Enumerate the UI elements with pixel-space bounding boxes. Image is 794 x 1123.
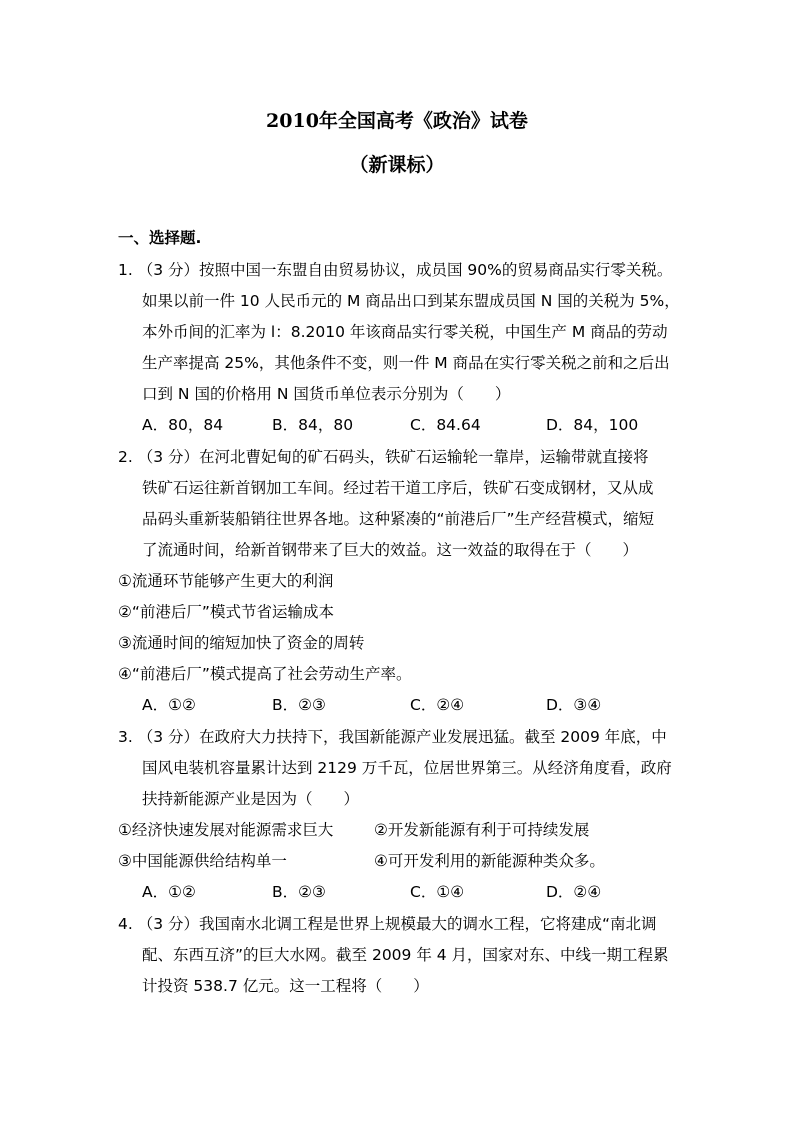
question-2-statement-2: ②“前港后厂”模式节省运输成本 (118, 603, 334, 621)
question-1-option-c[interactable]: C．84.64 (410, 416, 481, 434)
question-2-line-1: 2. （3 分）在河北曹妃甸的矿石码头，铁矿石运输轮一靠岸，运输带就直接将 (118, 448, 649, 466)
page-subtitle: （新课标） (349, 154, 445, 176)
question-2-line-2: 铁矿石运往新首钢加工车间。经过若干道工序后，铁矿石变成钢材，又从成 (142, 479, 654, 497)
question-1-line-3: 本外币间的汇率为 l：8.2010 年该商品实行零关税，中国生产 M 商品的劳动 (142, 323, 668, 341)
question-4-line-1: 4. （3 分）我国南水北调工程是世界上规模最大的调水工程，它将建成“南北调 (118, 915, 657, 933)
question-3-statement-3: ③中国能源供给结构单一 (118, 852, 287, 870)
question-3-line-1: 3. （3 分）在政府大力扶持下，我国新能源产业发展迅猛。截至 2009 年底，中 (118, 728, 667, 746)
question-1-option-a[interactable]: A．80，84 (142, 416, 224, 434)
question-2-option-a[interactable]: A．①② (142, 696, 196, 714)
question-2-statement-4: ④“前港后厂”模式提高了社会劳动生产率。 (118, 665, 412, 683)
question-2-option-b[interactable]: B．②③ (272, 696, 326, 714)
question-1-line-5: 口到 N 国的价格用 N 国货币单位表示分别为（ ） (142, 385, 511, 403)
question-2-option-c[interactable]: C．②④ (410, 696, 465, 714)
question-3-statement-4: ④可开发利用的新能源种类众多。 (374, 852, 605, 870)
question-2-statement-3: ③流通时间的缩短加快了资金的周转 (118, 634, 365, 652)
question-3-option-b[interactable]: B．②③ (272, 883, 326, 901)
question-1-line-4: 生产率提高 25%，其他条件不变，则一件 M 商品在实行零关税之前和之后出 (142, 354, 670, 372)
question-3-option-d[interactable]: D．②④ (546, 883, 602, 901)
question-3-line-3: 扶持新能源产业是因为（ ） (142, 790, 360, 808)
question-1-option-b[interactable]: B．84，80 (272, 416, 354, 434)
question-3-line-2: 国风电装机容量累计达到 2129 万千瓦，位居世界第三。从经济角度看，政府 (142, 759, 672, 777)
question-1-option-d[interactable]: D．84，100 (546, 416, 639, 434)
question-2-line-3: 品码头重新装船销往世界各地。这种紧凑的“前港后厂”生产经营模式，缩短 (142, 510, 655, 528)
question-1-line-2: 如果以前一件 10 人民币元的 M 商品出口到某东盟成员国 N 国的关税为 5%， (142, 292, 680, 310)
question-2-option-d[interactable]: D．③④ (546, 696, 602, 714)
question-2-line-4: 了流通时间，给新首钢带来了巨大的效益。这一效益的取得在于（ ） (142, 541, 639, 559)
section-heading: 一、选择题. (118, 229, 202, 247)
question-4-line-2: 配、东西互济”的巨大水网。截至 2009 年 4 月，国家对东、中线一期工程累 (142, 946, 669, 964)
question-1-line-1: 1. （3 分）按照中国一东盟自由贸易协议，成员国 90%的贸易商品实行零关税。 (118, 261, 673, 279)
question-3-statement-1: ①经济快速发展对能源需求巨大 (118, 821, 334, 839)
question-4-line-3: 计投资 538.7 亿元。这一工程将（ ） (142, 977, 429, 995)
question-2-statement-1: ①流通环节能够产生更大的利润 (118, 572, 334, 590)
question-3-statement-2: ②开发新能源有利于可持续发展 (374, 821, 590, 839)
question-3-option-a[interactable]: A．①② (142, 883, 196, 901)
question-3-option-c[interactable]: C．①④ (410, 883, 465, 901)
page-title: 2010年全国高考《政治》试卷 (266, 110, 528, 132)
